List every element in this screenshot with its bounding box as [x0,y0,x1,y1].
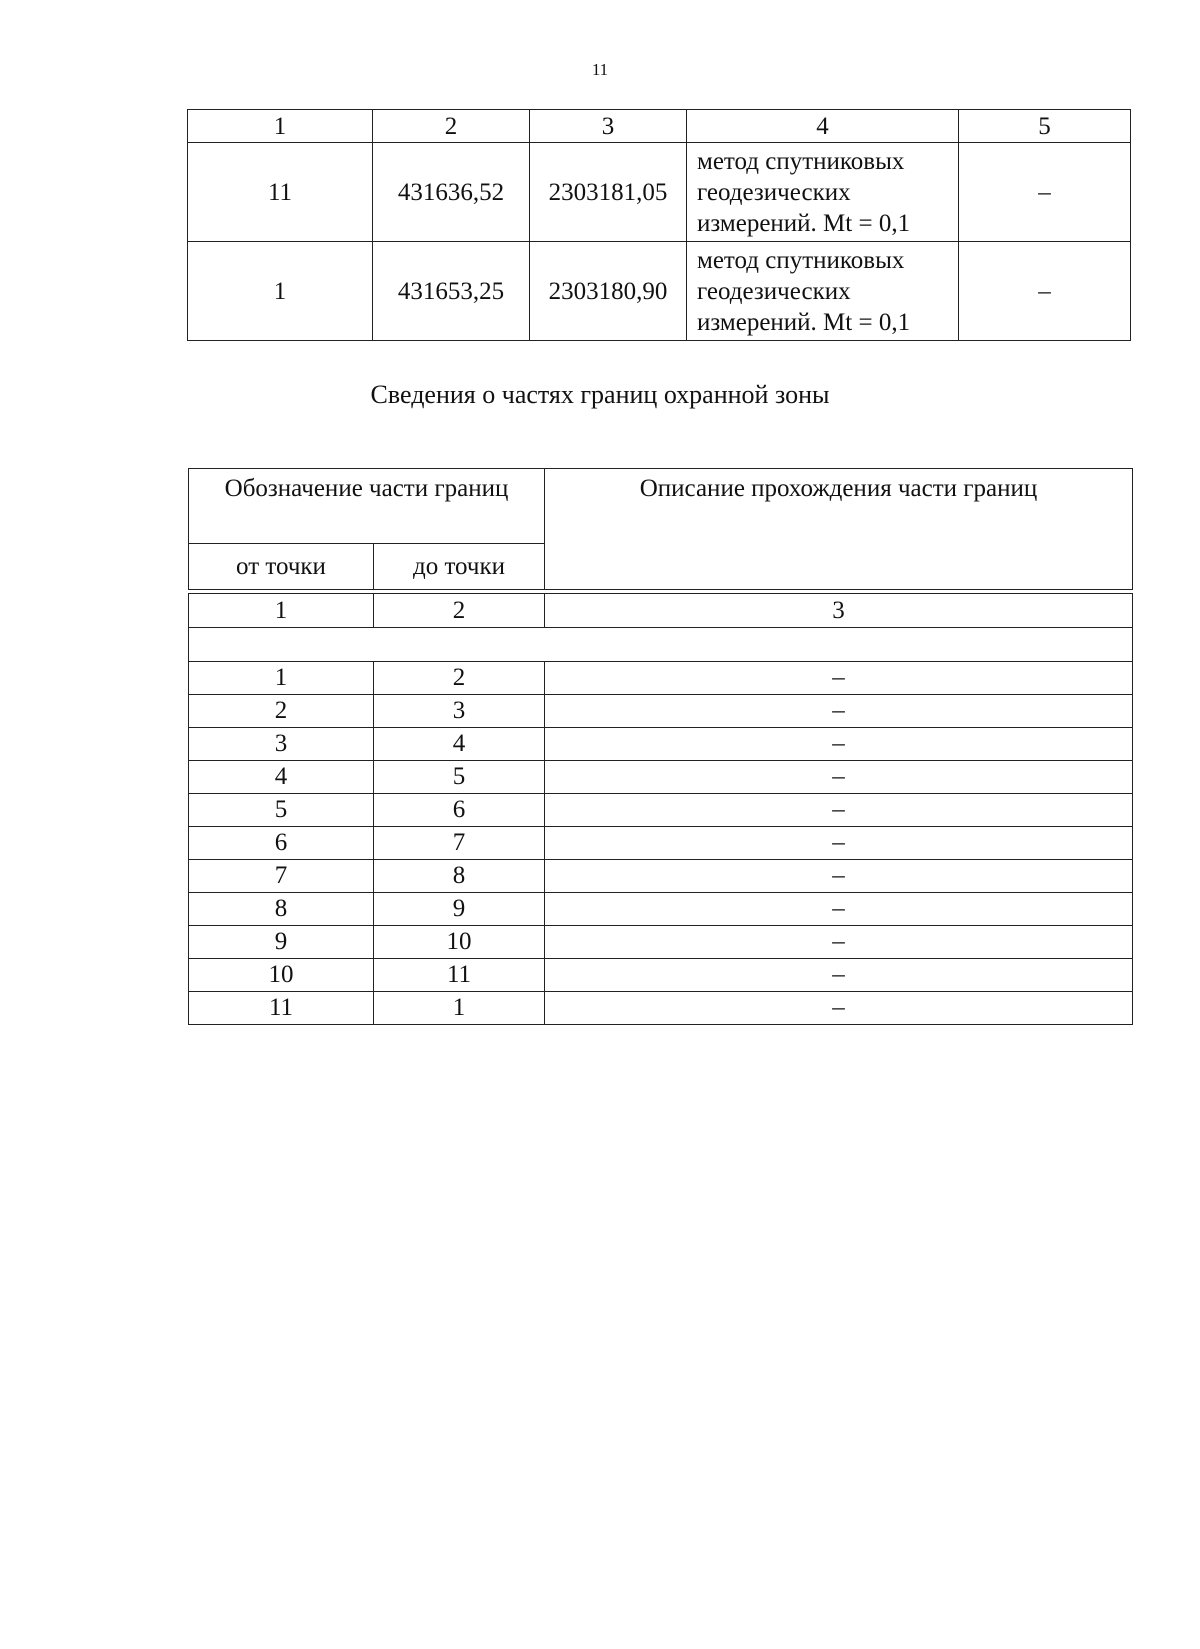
coord-x: 431653,25 [373,242,530,341]
table-row [189,794,1133,827]
method-line: геодезических [697,178,851,206]
table-row [189,695,1133,728]
description: – [545,695,1133,728]
method-cell [687,242,959,341]
from-point: 3 [189,728,374,761]
to-point: 9 [374,893,545,926]
from-point: 9 [189,926,374,959]
description: – [545,959,1133,992]
from-point: 4 [189,761,374,794]
coordinates-table [187,109,1131,341]
coords-header-row [188,110,1131,143]
to-point: 3 [374,695,545,728]
to-point: 5 [374,761,545,794]
table-row [189,992,1133,1025]
to-point: 2 [374,662,545,695]
coords-header-cell: 4 [687,110,959,143]
designation-header: Обозначение части границ [189,469,545,544]
table-row [189,827,1133,860]
from-point: 2 [189,695,374,728]
description: – [545,761,1133,794]
description: – [545,794,1133,827]
coord-y: 2303181,05 [530,143,687,242]
blank-cell [189,628,1133,662]
section-heading: Сведения о частях границ охранной зоны [370,380,830,409]
table-row [189,926,1133,959]
description-header: Описание прохождения части границ [545,469,1133,590]
note-cell: – [959,242,1131,341]
method-cell [687,143,959,242]
table-row [189,662,1133,695]
to-point: 1 [374,992,545,1025]
coords-row [188,242,1131,341]
from-point: 11 [189,992,374,1025]
method-line: измерений. Mt = 0,1 [697,308,911,336]
description: – [545,893,1133,926]
from-point: 5 [189,794,374,827]
to-point: 11 [374,959,545,992]
note-cell: – [959,143,1131,242]
column-number-row [189,594,1133,628]
to-point: 7 [374,827,545,860]
from-point: 7 [189,860,374,893]
column-number: 3 [545,594,1133,628]
description: – [545,926,1133,959]
description: – [545,827,1133,860]
column-number: 1 [189,594,374,628]
table-row [189,860,1133,893]
to-point-header: до точки [374,544,545,590]
method-line: геодезических [697,277,851,305]
from-point: 6 [189,827,374,860]
method-line: измерений. Mt = 0,1 [697,209,911,237]
description: – [545,662,1133,695]
coords-header-cell: 2 [373,110,530,143]
coord-y: 2303180,90 [530,242,687,341]
description: – [545,728,1133,761]
table-row [189,893,1133,926]
coord-x: 431636,52 [373,143,530,242]
point-number: 1 [188,242,373,341]
from-point: 1 [189,662,374,695]
from-point-header: от точки [189,544,374,590]
parts-body [189,662,1133,1025]
point-number: 11 [188,143,373,242]
column-number: 2 [374,594,545,628]
to-point: 8 [374,860,545,893]
table-row [189,728,1133,761]
description: – [545,860,1133,893]
to-point: 4 [374,728,545,761]
to-point: 10 [374,926,545,959]
table-row [189,761,1133,794]
coords-row [188,143,1131,242]
page-number: 11 [591,60,609,79]
parts-header-row [189,469,1133,544]
method-line: метод спутниковых [697,246,905,274]
from-point: 8 [189,893,374,926]
blank-row [189,628,1133,662]
boundary-parts-table [188,468,1133,1025]
from-point: 10 [189,959,374,992]
coords-header-cell: 5 [959,110,1131,143]
coords-header-cell: 1 [188,110,373,143]
table-row [189,959,1133,992]
method-line: метод спутниковых [697,147,905,175]
to-point: 6 [374,794,545,827]
coords-header-cell: 3 [530,110,687,143]
description: – [545,992,1133,1025]
